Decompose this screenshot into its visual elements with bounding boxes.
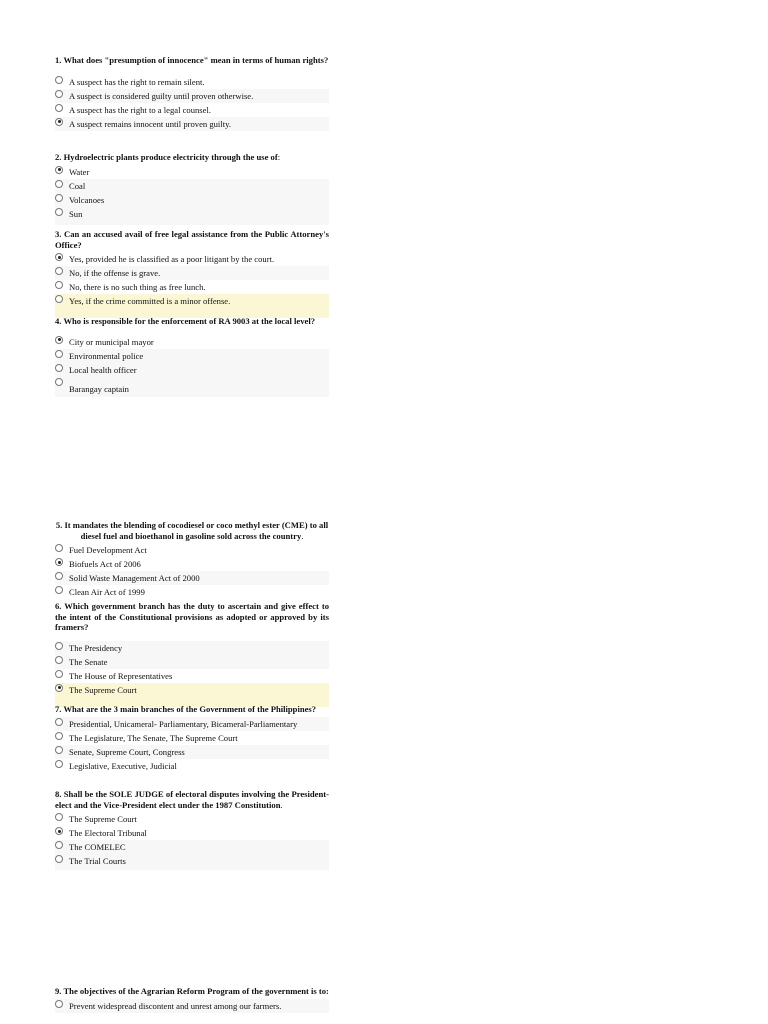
question-9 [55,986,329,1013]
option-label: Coal [69,180,86,191]
option-6c[interactable] [55,669,329,683]
radio-button[interactable] [55,813,63,821]
option-7d[interactable] [55,759,329,779]
question-3 [55,229,329,318]
radio-button-selected[interactable] [55,118,63,126]
radio-button[interactable] [55,295,63,303]
option-label: Clean Air Act of 1999 [69,587,145,597]
option-label: A suspect remains innocent until proven guilty. [69,118,231,129]
option-1a[interactable] [55,75,329,89]
option-label: Presidential, Unicameral- Parliamentary, Bicameral-Parliamentary [69,718,298,729]
radio-button[interactable] [55,1000,63,1008]
radio-button[interactable] [55,718,63,726]
option-label: The Legislature, The Senate, The Supreme Court [69,732,238,743]
question-5 [55,520,329,599]
radio-button[interactable] [55,670,63,678]
option-2c[interactable] [55,193,329,207]
option-3b[interactable] [55,266,329,280]
radio-button[interactable] [55,642,63,650]
option-label: Prevent widespread discontent and unrest among our farmers. [69,1000,282,1011]
radio-button[interactable] [55,90,63,98]
option-label: The Presidency [69,642,123,653]
option-label: Legislative, Executive, Judicial [69,760,177,771]
option-label: Yes, if the crime committed is a minor offense. [69,296,231,306]
option-6a[interactable] [55,641,329,655]
radio-button[interactable] [55,208,63,216]
option-label: A suspect has the right to a legal counsel. [69,104,212,115]
radio-button[interactable] [55,104,63,112]
radio-button-selected[interactable] [55,558,63,566]
radio-button[interactable] [55,281,63,289]
option-4d[interactable] [55,377,329,397]
option-label: City or municipal mayor [69,336,154,347]
radio-button[interactable] [55,267,63,275]
option-label: No, there is no such thing as free lunch. [69,282,206,292]
option-label: Volcanoes [69,194,105,205]
question-6 [55,601,329,707]
option-8b[interactable] [55,826,329,840]
option-3a[interactable] [55,252,329,266]
option-label: Biofuels Act of 2006 [69,559,141,569]
option-7a[interactable] [55,717,329,731]
option-7c[interactable] [55,745,329,759]
option-8a[interactable] [55,812,329,826]
question-text-tail: . [280,799,283,810]
option-label: Water [69,166,90,177]
radio-button[interactable] [55,855,63,863]
option-9a[interactable] [55,999,329,1013]
radio-button-selected[interactable] [55,684,63,692]
option-label: The House of Representatives [69,670,173,681]
radio-button[interactable] [55,194,63,202]
question-text [55,520,329,541]
radio-button-selected[interactable] [55,166,63,174]
radio-button[interactable] [55,732,63,740]
radio-button[interactable] [55,378,63,386]
radio-button-selected[interactable] [55,253,63,261]
option-2b[interactable] [55,179,329,193]
option-label: Local health officer [69,364,137,375]
question-text-tail: . [301,530,304,541]
option-label: Environmental police [69,350,144,361]
option-6b[interactable] [55,655,329,669]
option-label: A suspect has the right to remain silent. [69,76,205,87]
question-text: 7. What are the 3 main branches of the Government of the Philippines? [55,704,317,714]
option-label: A suspect is considered guilty until proven otherwise. [69,90,254,101]
option-5a[interactable] [55,543,329,557]
option-8c[interactable] [55,840,329,854]
radio-button[interactable] [55,656,63,664]
question-text-main: 5. It mandates the blending of cocodiesel or coco methyl ester (CME) to all diesel fuel and bioethanol in gasoline sold across the country [55,520,329,541]
question-text-main: 2. Hydroelectric plants produce electricity through the use of [55,152,278,162]
question-2 [55,152,329,225]
question-text: 4. Who is responsible for the enforcement of RA 9003 at the local level? [55,316,316,326]
question-text-main: 8. Shall be the SOLE JUDGE of electoral disputes involving the President-elect and the Vice-President elect under the 1987 Constitution [55,789,329,810]
option-label: The Supreme Court [69,684,137,695]
radio-button[interactable] [55,841,63,849]
option-3c[interactable] [55,280,329,294]
question-1 [55,55,329,131]
option-5b[interactable] [55,557,329,571]
radio-button-selected[interactable] [55,827,63,835]
radio-button[interactable] [55,350,63,358]
question-text: 9. The objectives of the Agrarian Reform Program of the government is to: [55,986,329,996]
option-7b[interactable] [55,731,329,745]
option-label: Senate, Supreme Court, Congress [69,746,185,757]
option-label: Solid Waste Management Act of 2000 [69,573,200,583]
radio-button[interactable] [55,586,63,594]
option-1d[interactable] [55,117,329,131]
question-text: 3. Can an accused avail of free legal assistance from the Public Attorney's Office? [55,229,329,250]
question-text: 6. Which government branch has the duty to ascertain and give effect to the intent of the Constitutional provisions as adopted or approved by its framers? [55,601,329,632]
option-label: Barangay captain [69,383,129,394]
option-1b[interactable] [55,89,329,103]
option-5d[interactable] [55,585,329,599]
option-2d[interactable] [55,207,329,225]
radio-button[interactable] [55,746,63,754]
option-4b[interactable] [55,349,329,363]
radio-button-selected[interactable] [55,336,63,344]
option-label: No, if the offense is grave. [69,268,161,278]
radio-button[interactable] [55,76,63,84]
question-text-tail: : [277,152,281,162]
radio-button[interactable] [55,572,63,580]
option-label: The COMELEC [69,842,126,852]
question-8 [55,789,329,870]
question-text [55,789,329,810]
question-7 [55,704,329,779]
option-label: The Supreme Court [69,814,137,824]
option-label: The Electoral Tribunal [69,828,147,838]
option-label: Sun [69,208,83,219]
option-label: The Senate [69,656,108,667]
option-label: Fuel Development Act [69,545,147,555]
question-4 [55,316,329,397]
option-5c[interactable] [55,571,329,585]
option-2a[interactable] [55,165,329,179]
option-label: Yes, provided he is classified as a poor litigant by the court. [69,254,275,264]
option-6d[interactable] [55,683,329,707]
option-4a[interactable] [55,335,329,349]
radio-button[interactable] [55,544,63,552]
radio-button[interactable] [55,760,63,768]
radio-button[interactable] [55,180,63,188]
option-3d[interactable] [55,294,329,318]
radio-button[interactable] [55,364,63,372]
question-text: 1. What does "presumption of innocence" mean in terms of human rights? [55,55,329,65]
option-label: The Trial Courts [69,856,126,866]
option-4c[interactable] [55,363,329,377]
option-1c[interactable] [55,103,329,117]
question-text [55,152,329,163]
option-8d[interactable] [55,854,329,870]
